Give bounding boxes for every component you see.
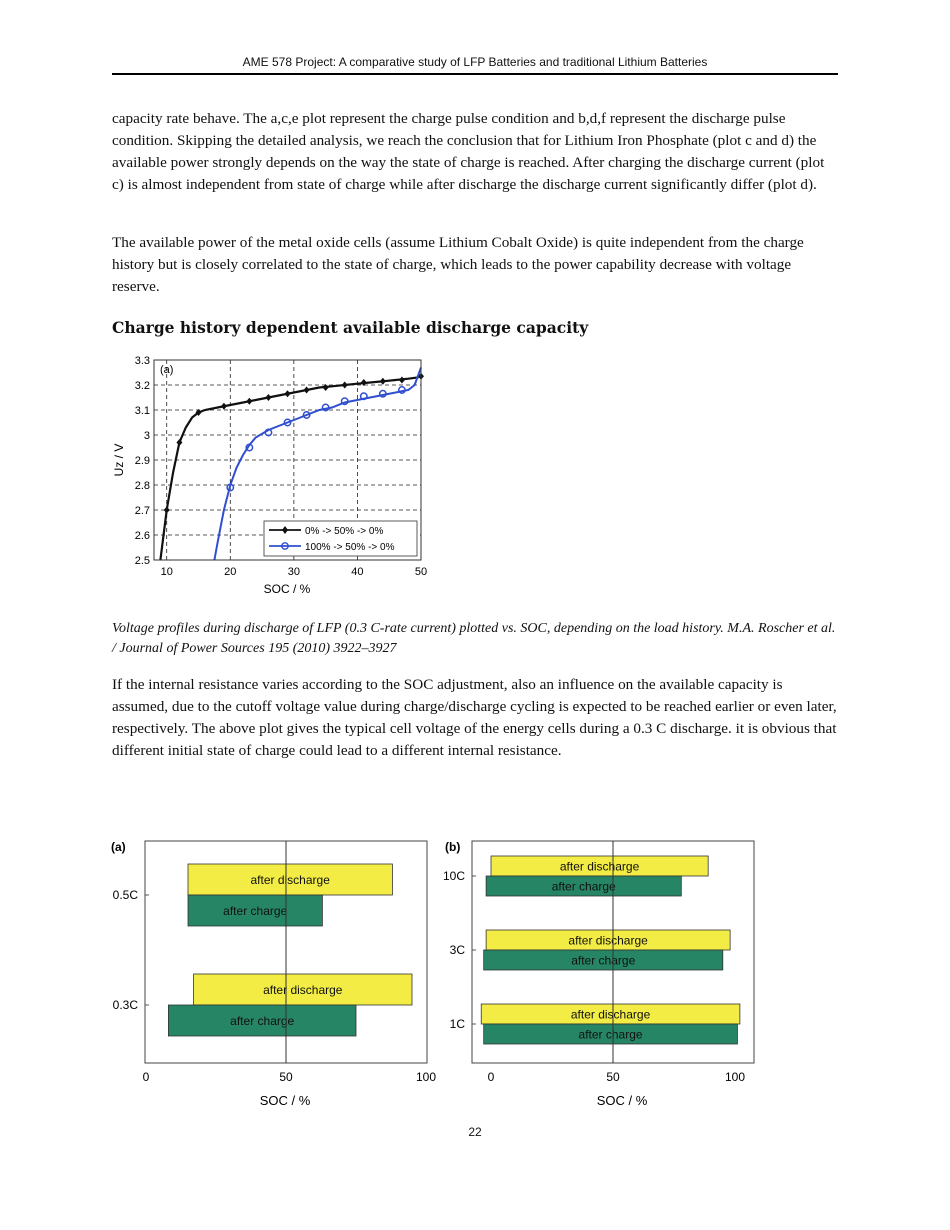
series-marker-1	[380, 378, 386, 385]
y-tick-label: 2.9	[134, 455, 150, 467]
x-tick-labels	[161, 566, 428, 578]
x-tick-label: 30	[287, 566, 300, 578]
category-label: 3C	[449, 943, 465, 957]
legend	[264, 521, 417, 556]
x-tick-label: 0	[487, 1070, 495, 1084]
y-tick-label: 2.7	[134, 505, 150, 517]
series-marker-1	[285, 390, 291, 397]
x-tick-label: 0	[142, 1070, 150, 1084]
x-tick-label: 40	[351, 566, 364, 578]
x-axis-label: SOC / %	[263, 582, 311, 596]
voltage-profile-chart	[105, 350, 435, 600]
page-number: 22	[468, 1125, 482, 1139]
bar-label: after discharge	[263, 983, 343, 997]
paragraph-1: capacity rate behave. The a,c,e plot represent the charge pulse condition and b,d,f represent the discharge pulse condition. Skipping the detailed analysis, we reach the conclusion that for Lithium Iron Phosphate (plot c and d) the available power strongly depends on the way the state of charge is reached. After charging the discharge current (plot c) is almost independent from state of charge while after discharge the discharge current significantly differ (plot d).	[112, 110, 825, 193]
x-tick-label: 20	[224, 566, 237, 578]
series-marker-1	[164, 507, 170, 514]
bar-label: after discharge	[568, 933, 648, 948]
series-marker-1	[342, 382, 348, 389]
y-tick-label: 3.1	[134, 405, 150, 417]
soc-bar-charts	[105, 832, 765, 1117]
header-rule	[112, 73, 838, 75]
section-heading: Charge history dependent available discharge capacity	[112, 318, 589, 337]
panel-b-tick-labels	[443, 869, 745, 1084]
y-tick-label: 3.3	[134, 355, 150, 367]
x-tick-label: 50	[279, 1070, 293, 1084]
category-label: 0.3C	[112, 998, 138, 1012]
panel-b-x-axis-label: SOC / %	[596, 1093, 648, 1108]
legend-entry-2: 100% -> 50% -> 0%	[305, 542, 395, 553]
category-label: 1C	[449, 1017, 465, 1031]
y-tick-label: 3	[143, 430, 150, 442]
bar-label: after charge	[578, 1027, 643, 1042]
y-tick-label: 3.2	[134, 380, 150, 392]
category-label: 0.5C	[112, 888, 138, 902]
series-marker-1	[304, 387, 310, 394]
x-tick-label: 10	[160, 566, 173, 578]
panel-b-label: (b)	[445, 840, 461, 854]
y-axis-label: Uz / V	[112, 443, 126, 477]
figure-caption: Voltage profiles during discharge of LFP (0.3 C-rate current) plotted vs. SOC, depending on the load history. M.A. Roscher et al. / Journal of Power Sources 195 (2010) 3922–3927	[112, 621, 836, 656]
running-header: AME 578 Project: A comparative study of LFP Batteries and traditional Lithium Batteries	[242, 55, 708, 69]
y-tick-label: 2.5	[134, 555, 150, 567]
paragraph-2: The available power of the metal oxide cells (assume Lithium Cobalt Oxide) is quite independent from the charge history but is closely correlated to the state of charge, which leads to the power capability decrease with voltage reserve.	[112, 234, 804, 295]
bar-label: after discharge	[570, 1007, 651, 1022]
bar-chart-panel-b	[443, 840, 754, 1108]
category-label: 10C	[442, 869, 465, 883]
bar-label: after discharge	[559, 859, 640, 874]
x-tick-label: 50	[606, 1070, 620, 1084]
x-tick-label: 50	[414, 566, 428, 578]
bar-label: after charge	[223, 904, 288, 918]
legend-entry-1: 0% -> 50% -> 0%	[305, 526, 384, 537]
bar-label: after charge	[571, 953, 636, 968]
y-tick-labels	[135, 355, 150, 567]
panel-b-bars	[481, 841, 740, 1063]
series-marker-1	[221, 403, 227, 410]
bar-chart-panel-a	[111, 840, 436, 1108]
x-tick-label: 100	[415, 1070, 437, 1084]
panel-a-label: (a)	[111, 840, 126, 854]
paragraph-3: If the internal resistance varies according to the SOC adjustment, also an influence on the available capacity is assumed, due to the cutoff voltage value during charge/discharge cycling is expected to be reached earlier or even later, respectively. The above plot gives the typical cell voltage of the energy cells during a 0.3 C discharge. it is obvious that different initial state of charge could lead to a different internal resistance.	[112, 676, 837, 759]
y-tick-label: 2.8	[134, 480, 150, 492]
panel-a-x-axis-label: SOC / %	[259, 1093, 311, 1108]
series-marker-1	[246, 398, 252, 405]
panel-a-bars	[168, 841, 412, 1063]
y-tick-label: 2.6	[134, 530, 150, 542]
series-marker-1	[399, 377, 405, 384]
x-tick-label: 100	[724, 1070, 746, 1084]
panel-label: (a)	[160, 364, 174, 376]
bar-label: after charge	[551, 879, 616, 894]
bar-label: after discharge	[250, 873, 330, 887]
series-marker-1	[265, 394, 271, 401]
bar-label: after charge	[230, 1014, 295, 1028]
